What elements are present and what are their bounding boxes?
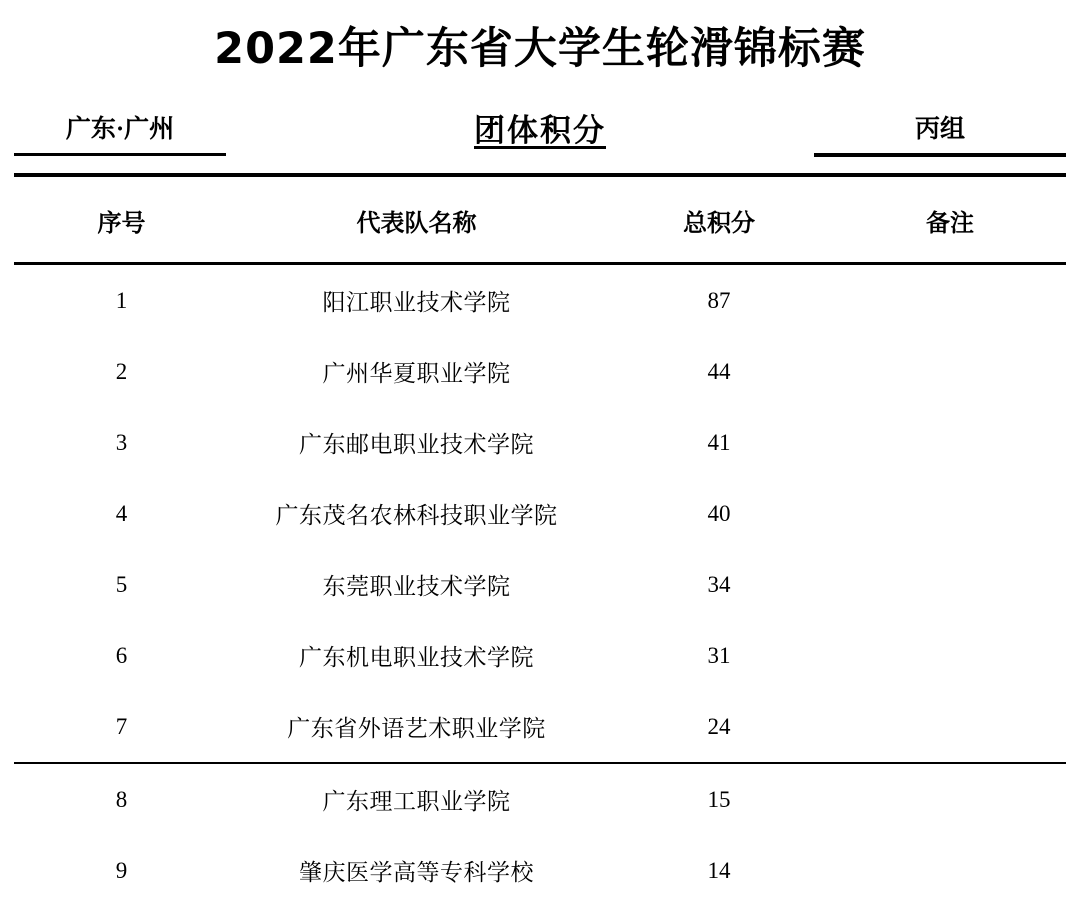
column-header-rank: 序号: [14, 175, 229, 264]
cell-team: 阳江职业技术学院: [229, 264, 604, 337]
cell-score: 41: [604, 407, 834, 478]
cell-score: 31: [604, 620, 834, 691]
cell-score: 40: [604, 478, 834, 549]
cell-score: 15: [604, 763, 834, 835]
table-row: [14, 691, 1066, 763]
cell-score: 87: [604, 264, 834, 337]
cell-team: 广东理工职业学院: [229, 763, 604, 835]
column-header-note: 备注: [834, 175, 1066, 264]
cell-team: 广东邮电职业技术学院: [229, 407, 604, 478]
column-header-team: 代表队名称: [229, 175, 604, 264]
cell-note: [834, 549, 1066, 620]
table-header-row: [14, 175, 1066, 264]
subheader-row: [0, 93, 1080, 165]
cell-note: [834, 336, 1066, 407]
table-row: [14, 835, 1066, 906]
table-row: [14, 549, 1066, 620]
table-row: [14, 620, 1066, 691]
table-row: [14, 407, 1066, 478]
table-row: [14, 336, 1066, 407]
table-row: [14, 264, 1066, 337]
cell-rank: 6: [14, 620, 229, 691]
group-label: 丙组: [814, 109, 1066, 157]
cell-note: [834, 407, 1066, 478]
cell-score: 34: [604, 549, 834, 620]
cell-team: 广州华夏职业学院: [229, 336, 604, 407]
table-body: [14, 264, 1066, 906]
cell-note: [834, 691, 1066, 763]
column-header-score: 总积分: [604, 175, 834, 264]
cell-rank: 2: [14, 336, 229, 407]
cell-team: 广东茂名农林科技职业学院: [229, 478, 604, 549]
cell-team: 东莞职业技术学院: [229, 549, 604, 620]
cell-note: [834, 264, 1066, 337]
cell-rank: 1: [14, 264, 229, 337]
cell-note: [834, 620, 1066, 691]
cell-rank: 5: [14, 549, 229, 620]
cell-score: 44: [604, 336, 834, 407]
cell-rank: 8: [14, 763, 229, 835]
cell-team: 广东省外语艺术职业学院: [229, 691, 604, 763]
cell-rank: 3: [14, 407, 229, 478]
location-label: 广东·广州: [14, 109, 226, 156]
cell-score: 14: [604, 835, 834, 906]
team-score-table: [14, 173, 1066, 906]
cell-rank: 7: [14, 691, 229, 763]
cell-team: 广东机电职业技术学院: [229, 620, 604, 691]
cell-team: 肇庆医学高等专科学校: [229, 835, 604, 906]
section-title: 团体积分: [0, 105, 1080, 150]
table-row: [14, 763, 1066, 835]
cell-rank: 9: [14, 835, 229, 906]
cell-note: [834, 478, 1066, 549]
page-title: 2022年广东省大学生轮滑锦标赛: [0, 0, 1080, 71]
cell-rank: 4: [14, 478, 229, 549]
cell-score: 24: [604, 691, 834, 763]
cell-note: [834, 835, 1066, 906]
cell-note: [834, 763, 1066, 835]
table-row: [14, 478, 1066, 549]
